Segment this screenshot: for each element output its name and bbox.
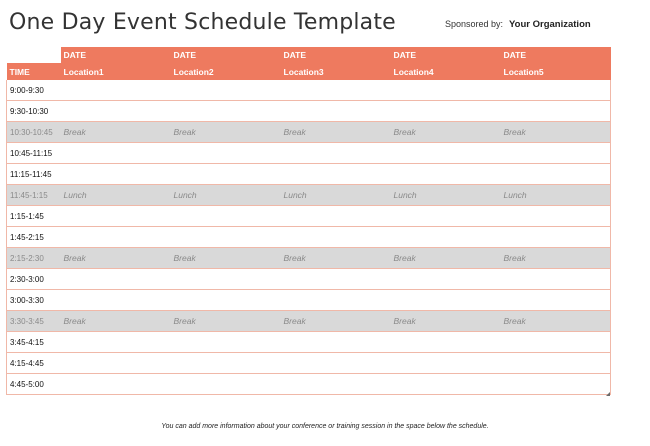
schedule-row — [7, 185, 611, 206]
activity-cell[interactable] — [61, 101, 171, 122]
activity-cell[interactable]: Lunch — [391, 185, 501, 206]
schedule-row — [7, 143, 611, 164]
activity-cell[interactable] — [61, 164, 171, 185]
activity-cell[interactable] — [391, 164, 501, 185]
schedule-row — [7, 290, 611, 311]
date-header[interactable]: DATE — [281, 47, 391, 63]
activity-cell[interactable] — [281, 332, 391, 353]
activity-cell[interactable] — [281, 227, 391, 248]
activity-cell[interactable] — [391, 143, 501, 164]
activity-cell[interactable]: Break — [281, 248, 391, 269]
activity-cell[interactable]: Break — [61, 248, 171, 269]
activity-cell[interactable] — [171, 332, 281, 353]
activity-cell[interactable] — [61, 227, 171, 248]
activity-cell[interactable]: Lunch — [61, 185, 171, 206]
header-corner — [7, 47, 61, 63]
sponsor-name[interactable]: Your Organization — [509, 19, 591, 30]
schedule-row — [7, 353, 611, 374]
activity-cell[interactable]: Lunch — [281, 185, 391, 206]
sponsor-label: Sponsored by: — [445, 19, 504, 29]
activity-cell[interactable] — [501, 290, 611, 311]
activity-cell[interactable]: Break — [391, 122, 501, 143]
activity-cell[interactable]: Break — [61, 311, 171, 332]
footer-note: You can add more information about your conference or training session in the space below the schedule. — [161, 423, 489, 430]
date-header[interactable]: DATE — [391, 47, 501, 63]
schedule-row — [7, 227, 611, 248]
activity-cell[interactable]: Lunch — [501, 185, 611, 206]
date-header[interactable]: DATE — [501, 47, 611, 63]
activity-cell[interactable] — [281, 101, 391, 122]
time-cell[interactable]: 2:15-2:30 — [7, 248, 61, 269]
time-cell[interactable]: 2:30-3:00 — [7, 269, 61, 290]
activity-cell[interactable] — [281, 269, 391, 290]
activity-cell[interactable]: Break — [171, 248, 281, 269]
activity-cell[interactable] — [171, 101, 281, 122]
schedule-row — [7, 206, 611, 227]
activity-cell[interactable] — [391, 332, 501, 353]
activity-cell[interactable]: Break — [501, 311, 611, 332]
activity-cell[interactable] — [501, 80, 611, 101]
activity-cell[interactable] — [391, 374, 501, 395]
activity-cell[interactable] — [391, 269, 501, 290]
activity-cell[interactable] — [391, 101, 501, 122]
location-header[interactable]: Location5 — [501, 63, 611, 80]
time-cell[interactable]: 4:15-4:45 — [7, 353, 61, 374]
activity-cell[interactable]: Break — [171, 311, 281, 332]
activity-cell[interactable]: Break — [501, 122, 611, 143]
activity-cell[interactable] — [171, 80, 281, 101]
time-cell[interactable]: 10:30-10:45 — [7, 122, 61, 143]
activity-cell[interactable] — [61, 269, 171, 290]
resize-handle-icon — [606, 392, 610, 396]
date-header[interactable]: DATE — [171, 47, 281, 63]
activity-cell[interactable]: Break — [61, 122, 171, 143]
activity-cell[interactable] — [171, 290, 281, 311]
activity-cell[interactable]: Lunch — [171, 185, 281, 206]
activity-cell[interactable] — [61, 374, 171, 395]
activity-cell[interactable] — [61, 332, 171, 353]
activity-cell[interactable] — [391, 80, 501, 101]
activity-cell[interactable] — [171, 206, 281, 227]
activity-cell[interactable] — [61, 206, 171, 227]
activity-cell[interactable]: Break — [171, 122, 281, 143]
schedule-row — [7, 80, 611, 101]
activity-cell[interactable] — [391, 353, 501, 374]
activity-cell[interactable] — [171, 143, 281, 164]
activity-cell[interactable] — [171, 269, 281, 290]
activity-cell[interactable] — [281, 374, 391, 395]
activity-cell[interactable] — [61, 80, 171, 101]
activity-cell[interactable] — [281, 80, 391, 101]
time-cell[interactable]: 3:00-3:30 — [7, 290, 61, 311]
time-cell[interactable]: 9:30-10:30 — [7, 101, 61, 122]
schedule-row — [7, 248, 611, 269]
page-title: One Day Event Schedule Template — [9, 10, 396, 35]
activity-cell[interactable]: Break — [501, 248, 611, 269]
activity-cell[interactable] — [281, 143, 391, 164]
sponsor-line — [445, 19, 591, 30]
time-cell[interactable]: 3:45-4:15 — [7, 332, 61, 353]
activity-cell[interactable] — [61, 143, 171, 164]
activity-cell[interactable]: Break — [391, 248, 501, 269]
activity-cell[interactable] — [61, 290, 171, 311]
activity-cell[interactable] — [281, 206, 391, 227]
time-cell[interactable]: 9:00-9:30 — [7, 80, 61, 101]
time-cell[interactable]: 3:30-3:45 — [7, 311, 61, 332]
activity-cell[interactable] — [391, 227, 501, 248]
schedule-row — [7, 311, 611, 332]
date-header-row — [7, 47, 611, 63]
activity-cell[interactable] — [501, 164, 611, 185]
activity-cell[interactable] — [391, 290, 501, 311]
schedule-row — [7, 164, 611, 185]
activity-cell[interactable] — [501, 143, 611, 164]
activity-cell[interactable] — [501, 206, 611, 227]
activity-cell[interactable] — [281, 164, 391, 185]
schedule-row — [7, 101, 611, 122]
date-header[interactable]: DATE — [61, 47, 171, 63]
time-column-header: TIME — [7, 63, 61, 80]
schedule-row — [7, 269, 611, 290]
activity-cell[interactable] — [501, 353, 611, 374]
time-cell[interactable]: 4:45-5:00 — [7, 374, 61, 395]
activity-cell[interactable] — [61, 353, 171, 374]
activity-cell[interactable] — [501, 332, 611, 353]
time-cell[interactable]: 10:45-11:15 — [7, 143, 61, 164]
activity-cell[interactable] — [501, 269, 611, 290]
schedule-row — [7, 332, 611, 353]
activity-cell[interactable] — [501, 374, 611, 395]
activity-cell[interactable] — [501, 227, 611, 248]
activity-cell[interactable]: Break — [281, 122, 391, 143]
time-cell[interactable]: 11:45-1:15 — [7, 185, 61, 206]
location-header[interactable]: Location2 — [171, 63, 281, 80]
activity-cell[interactable] — [281, 290, 391, 311]
location-header[interactable]: Location3 — [281, 63, 391, 80]
schedule-row — [7, 374, 611, 395]
activity-cell[interactable] — [501, 101, 611, 122]
schedule-row — [7, 122, 611, 143]
location-header[interactable]: Location1 — [61, 63, 171, 80]
activity-cell[interactable] — [171, 164, 281, 185]
activity-cell[interactable]: Break — [281, 311, 391, 332]
activity-cell[interactable] — [391, 206, 501, 227]
activity-cell[interactable] — [171, 353, 281, 374]
time-cell[interactable]: 1:15-1:45 — [7, 206, 61, 227]
activity-cell[interactable] — [171, 227, 281, 248]
schedule-table — [6, 47, 611, 395]
activity-cell[interactable] — [281, 353, 391, 374]
activity-cell[interactable]: Break — [391, 311, 501, 332]
time-cell[interactable]: 1:45-2:15 — [7, 227, 61, 248]
location-header[interactable]: Location4 — [391, 63, 501, 80]
activity-cell[interactable] — [171, 374, 281, 395]
time-cell[interactable]: 11:15-11:45 — [7, 164, 61, 185]
location-header-row — [7, 63, 611, 80]
